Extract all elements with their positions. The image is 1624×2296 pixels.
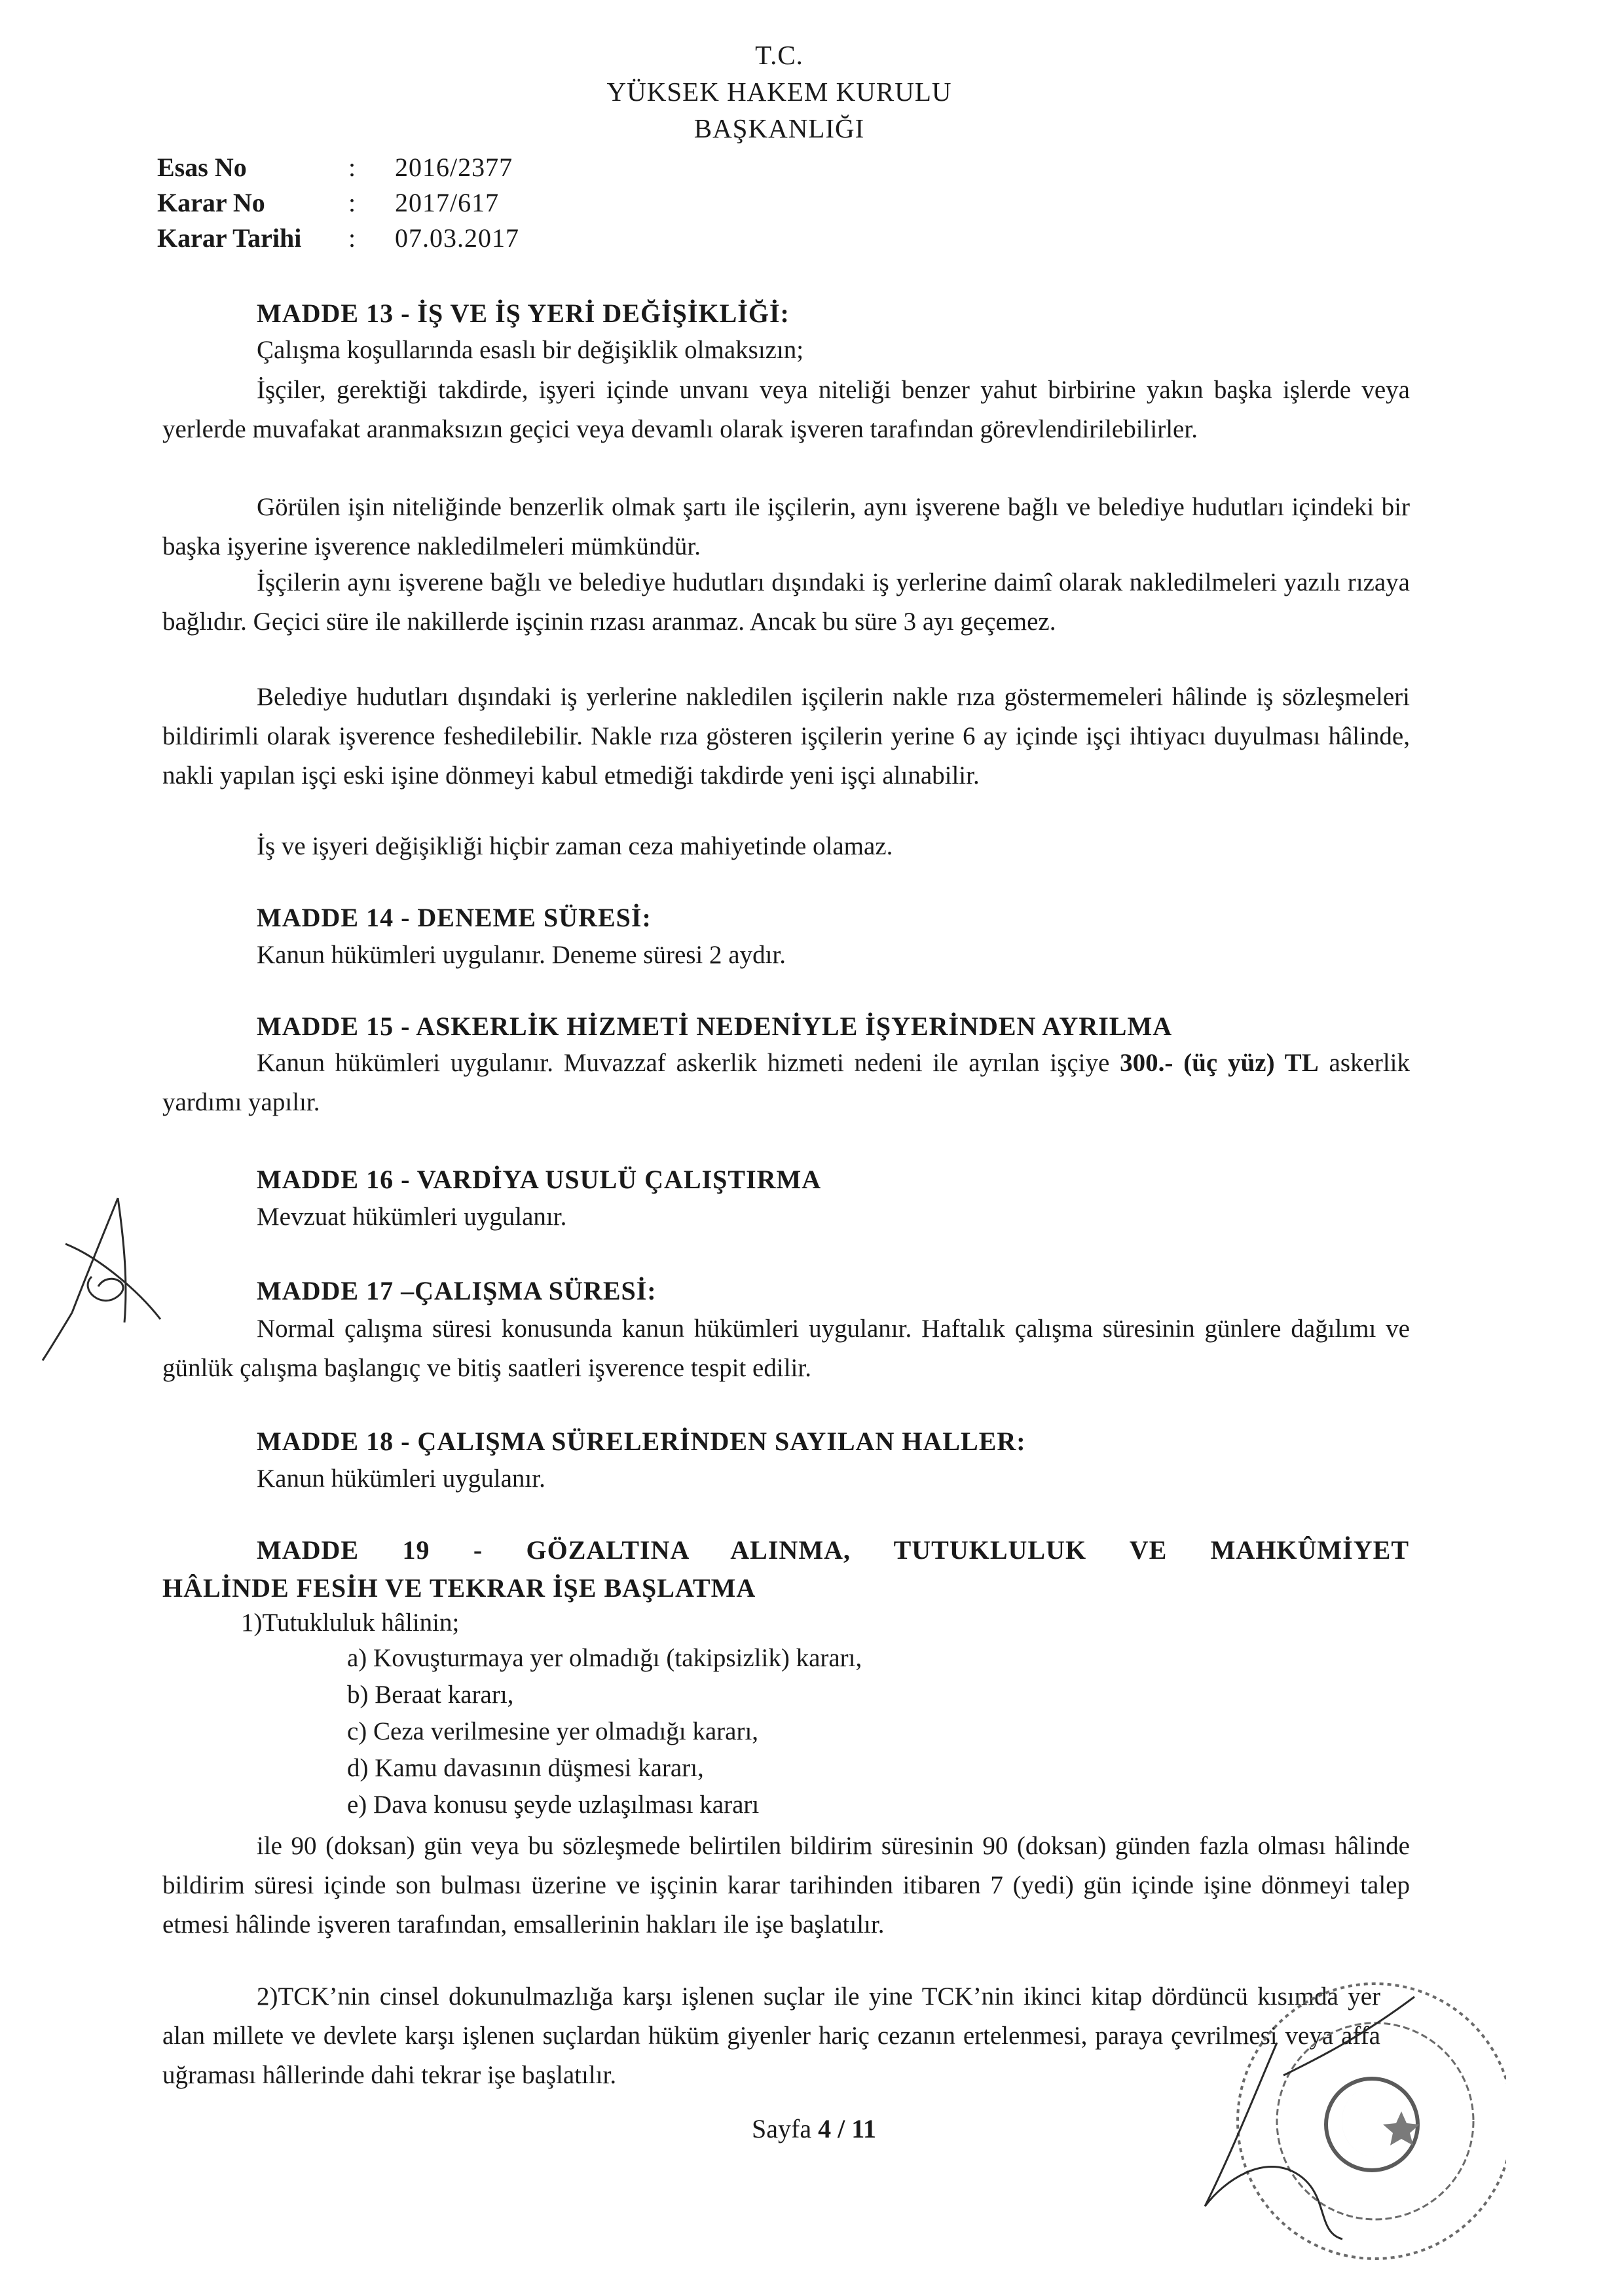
article-13-p3: Görülen işin niteliğinde benzerlik olmak şartı ile işçilerin, aynı işverene bağlı ve belediye hudutları içindeki bir başka işyerine işverence nakledilmeleri mümkündür.	[162, 493, 1410, 560]
article-13-p1: Çalışma koşullarında esaslı bir değişiklik olmaksızın;	[257, 336, 804, 364]
list-item: a) Kovuşturmaya yer olmadığı (takipsizlik) kararı,	[347, 1644, 862, 1672]
page-prefix: Sayfa	[752, 2114, 812, 2143]
article-14-title: MADDE 14 - DENEME SÜRESİ:	[257, 903, 652, 932]
list-item: b) Beraat kararı,	[347, 1681, 514, 1709]
meta-sep: :	[348, 223, 356, 253]
article-15-text-a: Kanun hükümleri uygulanır. Muvazzaf askerlik hizmeti nedeni ile ayrılan işçiye	[257, 1049, 1120, 1077]
page-current: 4	[818, 2114, 832, 2143]
article-15-title: MADDE 15 - ASKERLİK HİZMETİ NEDENİYLE İŞYERİNDEN AYRILMA	[257, 1011, 1173, 1041]
article-15-amount: 300.-	[1120, 1049, 1173, 1077]
article-19-title-line-1: MADDE 19 - GÖZALTINA ALINMA, TUTUKLULUK VE MAHKÛMİYET	[257, 1535, 1409, 1565]
article-17-title: MADDE 17 –ÇALIŞMA SÜRESİ:	[257, 1276, 657, 1305]
meta-value: 2017/617	[395, 188, 500, 217]
article-19-intro: 1)Tutukluluk hâlinin;	[241, 1609, 460, 1637]
meta-key: Esas No	[157, 153, 247, 182]
article-15-p1	[162, 1044, 1410, 1122]
official-stamp	[1166, 1958, 1506, 2285]
article-16-p1: Mevzuat hükümleri uygulanır.	[257, 1203, 567, 1231]
institution-header	[517, 39, 1041, 149]
article-13-title: MADDE 13 - İŞ VE İŞ YERİ DEĞİŞİKLİĞİ:	[257, 299, 790, 328]
meta-value: 2016/2377	[395, 153, 513, 182]
header-line-3: BAŞKANLIĞI	[693, 113, 865, 143]
meta-key: Karar No	[157, 188, 265, 217]
page-total: 11	[851, 2114, 876, 2143]
article-13-p5: Belediye hudutları dışındaki iş yerlerine nakledilen işçilerin nakle rıza göstermemeleri hâlinde iş sözleşmeleri bildirimli olarak işverence feshedilebilir. Nakle rıza gösteren işçilerin yerine 6 ay içinde işçi ihtiyacı duyulması hâlinde, nakli yapılan işçi eski işine dönmeyi kabul etmediği takdirde yeni işçi alınabilir.	[162, 683, 1410, 790]
list-item: c) Ceza verilmesine yer olmadığı kararı,	[347, 1717, 759, 1745]
list-item: e) Dava konusu şeyde uzlaşılması kararı	[347, 1791, 760, 1819]
article-15-amount-words: (üç yüz) TL	[1183, 1049, 1319, 1077]
article-13-p6: İş ve işyeri değişikliği hiçbir zaman ceza mahiyetinde olamaz.	[257, 832, 893, 860]
signature-mark	[26, 1178, 177, 1375]
article-14-p1: Kanun hükümleri uygulanır. Deneme süresi 2 aydır.	[257, 941, 786, 969]
page-number	[752, 2113, 876, 2144]
case-meta	[157, 152, 616, 257]
meta-sep: :	[348, 153, 356, 182]
article-17-p1: Normal çalışma süresi konusunda kanun hükümleri uygulanır. Haftalık çalışma süresinin günlere dağılımı ve günlük çalışma başlangıç ve bitiş saatleri işverence tespit edilir.	[162, 1315, 1410, 1382]
article-15-text-b: askerlik yardımı yapılır.	[162, 1049, 1411, 1116]
page-separator: /	[838, 2114, 845, 2143]
meta-row	[157, 152, 616, 185]
meta-key: Karar Tarihi	[157, 223, 302, 253]
list-item: d) Kamu davasının düşmesi kararı,	[347, 1754, 704, 1782]
header-line-1: T.C.	[755, 40, 803, 70]
meta-row	[157, 187, 616, 220]
meta-value: 07.03.2017	[395, 223, 519, 253]
article-19-p2: 2)TCK’nin cinsel dokunulmazlığa karşı işlenen suçlar ile yine TCK’nin ikinci kitap dördüncü kısımda yer alan millete ve devlete karşı işlenen suçlardan hüküm giyenler hariç cezanın ertelenmesi, paraya çevrilmesi veya affa uğraması hâllerinde dahi tekrar işe başlatılır.	[162, 1982, 1380, 2089]
header-line-2: YÜKSEK HAKEM KURULU	[606, 77, 952, 107]
article-18-p1: Kanun hükümleri uygulanır.	[257, 1465, 545, 1493]
article-13-p2: İşçiler, gerektiği takdirde, işyeri içinde unvanı veya niteliği benzer yahut birbirine yakın başka işlerde veya yerlerde muvafakat aranmaksızın geçici veya devamlı olarak işveren tarafından görevlendirilebilirler.	[162, 376, 1410, 443]
article-19-title-line-2: HÂLİNDE FESİH VE TEKRAR İŞE BAŞLATMA	[162, 1573, 756, 1603]
meta-row	[157, 223, 616, 255]
meta-sep: :	[348, 188, 356, 217]
article-19-p1: ile 90 (doksan) gün veya bu sözleşmede belirtilen bildirim süresinin 90 (doksan) günden fazla olması hâlinde bildirim süresi içinde son bulması üzerine ve işçinin karar tarihinden itibaren 7 (yedi) gün içinde işine dönmeyi talep etmesi hâlinde işveren tarafından, emsallerinin hakları ile işe başlatılır.	[162, 1832, 1410, 1939]
article-16-title: MADDE 16 - VARDİYA USULÜ ÇALIŞTIRMA	[257, 1165, 822, 1194]
article-13-p4: İşçilerin aynı işverene bağlı ve belediye hudutları dışındaki iş yerlerine daimî olarak nakledilmeleri yazılı rızaya bağlıdır. Geçici süre ile nakillerde işçinin rızası aranmaz. Ancak bu süre 3 ayı geçemez.	[162, 568, 1410, 636]
article-18-title: MADDE 18 - ÇALIŞMA SÜRELERİNDEN SAYILAN HALLER:	[257, 1427, 1026, 1456]
